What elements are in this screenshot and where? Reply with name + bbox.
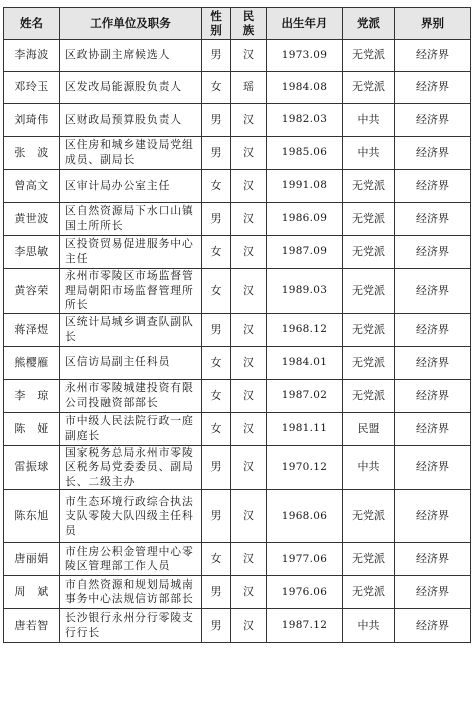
header-gender — [202, 8, 231, 40]
cell-birth: 1976.06 — [267, 576, 343, 609]
cell-party: 无党派 — [343, 236, 395, 269]
cell-name: 李 琼 — [4, 379, 60, 412]
cell-gender: 女 — [202, 346, 231, 379]
cell-gender: 女 — [202, 236, 231, 269]
cell-party: 无党派 — [343, 346, 395, 379]
cell-unit: 市生态环境行政综合执法支队零陵大队四级主任科员 — [60, 490, 202, 543]
cell-birth: 1968.12 — [267, 313, 343, 346]
cell-gender: 女 — [202, 543, 231, 576]
cell-ethnicity: 汉 — [231, 104, 267, 137]
cell-birth: 1970.12 — [267, 445, 343, 490]
cell-sector: 经济界 — [395, 236, 471, 269]
cell-ethnicity: 汉 — [231, 137, 267, 170]
cell-ethnicity: 汉 — [231, 203, 267, 236]
cell-ethnicity: 汉 — [231, 40, 267, 72]
table-row — [4, 170, 471, 203]
table-row — [4, 313, 471, 346]
cell-birth: 1982.03 — [267, 104, 343, 137]
cell-unit: 长沙银行永州分行零陵支行行长 — [60, 609, 202, 643]
cell-gender: 男 — [202, 609, 231, 643]
cell-birth: 1987.02 — [267, 379, 343, 412]
cell-party: 中共 — [343, 445, 395, 490]
cell-ethnicity: 汉 — [231, 313, 267, 346]
cell-unit: 永州市零陵城建投资有限公司投融资部部长 — [60, 379, 202, 412]
cell-unit: 区审计局办公室主任 — [60, 170, 202, 203]
cell-gender: 男 — [202, 445, 231, 490]
table-row — [4, 543, 471, 576]
cell-name: 唐丽娟 — [4, 543, 60, 576]
table-row — [4, 269, 471, 314]
table-row — [4, 412, 471, 445]
cell-gender: 男 — [202, 40, 231, 72]
cell-name: 黄世波 — [4, 203, 60, 236]
cell-birth: 1987.12 — [267, 609, 343, 643]
cell-unit: 区投资贸易促进服务中心主任 — [60, 236, 202, 269]
cell-name: 李思敏 — [4, 236, 60, 269]
table-row — [4, 490, 471, 543]
table-row — [4, 137, 471, 170]
cell-name: 蒋泽煜 — [4, 313, 60, 346]
cell-birth: 1968.06 — [267, 490, 343, 543]
cell-gender: 女 — [202, 379, 231, 412]
cell-sector: 经济界 — [395, 269, 471, 314]
header-name: 姓名 — [4, 8, 60, 40]
cell-ethnicity: 汉 — [231, 346, 267, 379]
cell-ethnicity: 汉 — [231, 490, 267, 543]
cell-unit: 市住房公积金管理中心零陵区管理部工作人员 — [60, 543, 202, 576]
table-row — [4, 40, 471, 72]
cell-unit: 区自然资源局下水口山镇国土所所长 — [60, 203, 202, 236]
cell-unit: 区政协副主席候选人 — [60, 40, 202, 72]
table-row — [4, 236, 471, 269]
cell-ethnicity: 瑶 — [231, 72, 267, 104]
cell-sector: 经济界 — [395, 346, 471, 379]
table-row — [4, 379, 471, 412]
cell-name: 雷振球 — [4, 445, 60, 490]
cell-birth: 1985.06 — [267, 137, 343, 170]
cell-ethnicity: 汉 — [231, 576, 267, 609]
cell-name: 周 斌 — [4, 576, 60, 609]
cell-ethnicity: 汉 — [231, 543, 267, 576]
cell-ethnicity: 汉 — [231, 412, 267, 445]
cell-sector: 经济界 — [395, 576, 471, 609]
cell-party: 无党派 — [343, 40, 395, 72]
table-row — [4, 104, 471, 137]
cell-party: 无党派 — [343, 379, 395, 412]
cell-unit: 区信访局副主任科员 — [60, 346, 202, 379]
cell-sector: 经济界 — [395, 203, 471, 236]
cell-name: 刘琦伟 — [4, 104, 60, 137]
table-row — [4, 609, 471, 643]
cell-birth: 1986.09 — [267, 203, 343, 236]
cell-unit: 区财政局预算股负责人 — [60, 104, 202, 137]
header-ethnicity-label: 民 族 — [242, 8, 255, 37]
cell-gender: 男 — [202, 137, 231, 170]
cell-ethnicity: 汉 — [231, 170, 267, 203]
cell-birth: 1984.01 — [267, 346, 343, 379]
table-row — [4, 346, 471, 379]
cell-gender: 女 — [202, 269, 231, 314]
cell-unit: 区发改局能源股负责人 — [60, 72, 202, 104]
header-unit: 工作单位及职务 — [60, 8, 202, 40]
cell-sector: 经济界 — [395, 170, 471, 203]
header-ethnicity — [231, 8, 267, 40]
cell-name: 张 波 — [4, 137, 60, 170]
cell-gender: 男 — [202, 576, 231, 609]
cell-name: 陈 娅 — [4, 412, 60, 445]
cell-party: 中共 — [343, 104, 395, 137]
cell-gender: 男 — [202, 203, 231, 236]
cell-party: 民盟 — [343, 412, 395, 445]
cell-party: 无党派 — [343, 313, 395, 346]
cell-birth: 1981.11 — [267, 412, 343, 445]
cell-sector: 经济界 — [395, 543, 471, 576]
cell-unit: 永州市零陵区市场监督管理局朝阳市场监督管理所所长 — [60, 269, 202, 314]
cell-birth: 1973.09 — [267, 40, 343, 72]
cell-name: 曾高文 — [4, 170, 60, 203]
cell-unit: 市自然资源和规划局城南事务中心法规信访部部长 — [60, 576, 202, 609]
cell-sector: 经济界 — [395, 379, 471, 412]
cell-birth: 1977.06 — [267, 543, 343, 576]
cell-party: 无党派 — [343, 576, 395, 609]
table-row — [4, 203, 471, 236]
cell-ethnicity: 汉 — [231, 379, 267, 412]
cell-gender: 男 — [202, 313, 231, 346]
cell-gender: 男 — [202, 490, 231, 543]
header-row — [4, 8, 471, 40]
cell-name: 陈东旭 — [4, 490, 60, 543]
cell-name: 唐若智 — [4, 609, 60, 643]
cell-party: 无党派 — [343, 170, 395, 203]
cell-name: 李海波 — [4, 40, 60, 72]
header-birth: 出生年月 — [267, 8, 343, 40]
cell-birth: 1984.08 — [267, 72, 343, 104]
cell-sector: 经济界 — [395, 104, 471, 137]
cell-party: 无党派 — [343, 269, 395, 314]
cell-gender: 女 — [202, 170, 231, 203]
cell-party: 无党派 — [343, 72, 395, 104]
cell-sector: 经济界 — [395, 490, 471, 543]
cell-ethnicity: 汉 — [231, 269, 267, 314]
cell-gender: 女 — [202, 412, 231, 445]
cell-party: 中共 — [343, 609, 395, 643]
cell-sector: 经济界 — [395, 412, 471, 445]
cell-birth: 1987.09 — [267, 236, 343, 269]
cell-party: 无党派 — [343, 543, 395, 576]
cell-sector: 经济界 — [395, 609, 471, 643]
cell-birth: 1991.08 — [267, 170, 343, 203]
header-sector: 界别 — [395, 8, 471, 40]
cell-gender: 男 — [202, 104, 231, 137]
cell-sector: 经济界 — [395, 40, 471, 72]
cell-ethnicity: 汉 — [231, 609, 267, 643]
table-row — [4, 576, 471, 609]
roster-table — [3, 7, 471, 643]
cell-unit: 国家税务总局永州市零陵区税务局党委委员、副局长、二级主办 — [60, 445, 202, 490]
cell-unit: 市中级人民法院行政一庭副庭长 — [60, 412, 202, 445]
cell-ethnicity: 汉 — [231, 445, 267, 490]
cell-sector: 经济界 — [395, 313, 471, 346]
cell-party: 无党派 — [343, 203, 395, 236]
cell-unit: 区住房和城乡建设局党组成员、副局长 — [60, 137, 202, 170]
cell-party: 无党派 — [343, 490, 395, 543]
cell-sector: 经济界 — [395, 137, 471, 170]
cell-sector: 经济界 — [395, 72, 471, 104]
cell-birth: 1989.03 — [267, 269, 343, 314]
cell-sector: 经济界 — [395, 445, 471, 490]
header-party: 党派 — [343, 8, 395, 40]
cell-unit: 区统计局城乡调查队副队长 — [60, 313, 202, 346]
cell-ethnicity: 汉 — [231, 236, 267, 269]
cell-name: 黄容荣 — [4, 269, 60, 314]
cell-name: 邓玲玉 — [4, 72, 60, 104]
table-row — [4, 72, 471, 104]
roster-body — [4, 40, 471, 643]
cell-gender: 女 — [202, 72, 231, 104]
table-row — [4, 445, 471, 490]
cell-party: 中共 — [343, 137, 395, 170]
cell-name: 熊樱雁 — [4, 346, 60, 379]
header-gender-label: 性 别 — [210, 8, 222, 37]
